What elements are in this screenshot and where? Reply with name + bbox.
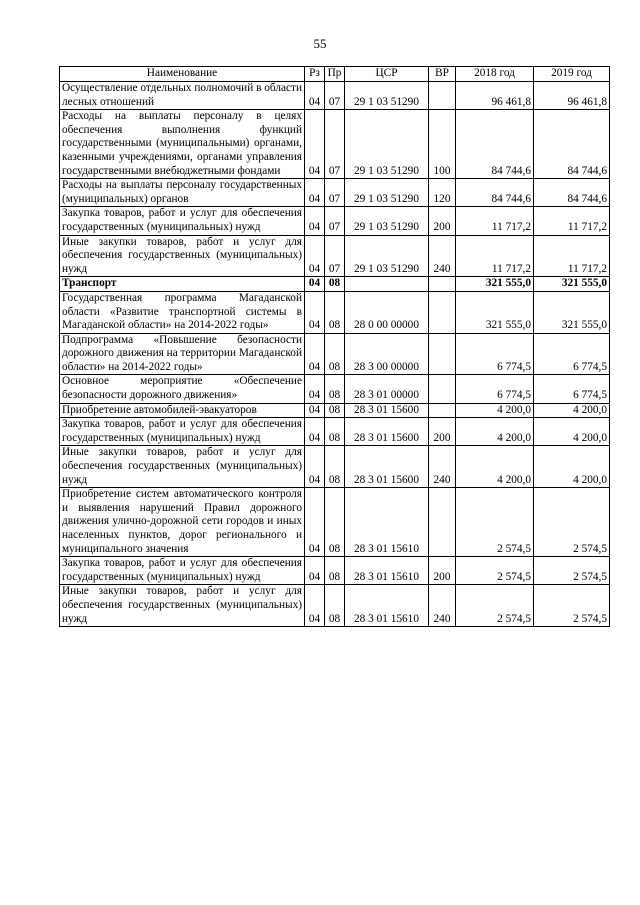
row-csr: 28 3 01 15610 (345, 557, 429, 585)
row-2019: 321 555,0 (534, 291, 610, 333)
row-2018: 11 717,2 (456, 235, 534, 277)
row-2019: 84 744,6 (534, 179, 610, 207)
row-rz: 04 (305, 418, 325, 446)
row-csr (345, 277, 429, 292)
header-rz: Рз (305, 67, 325, 82)
row-rz: 04 (305, 179, 325, 207)
row-2018: 96 461,8 (456, 82, 534, 110)
table-row (60, 235, 610, 277)
row-2018: 84 744,6 (456, 179, 534, 207)
row-2019: 2 574,5 (534, 585, 610, 627)
row-pr: 07 (325, 110, 345, 179)
table-row (60, 82, 610, 110)
table-row (60, 403, 610, 418)
row-2019: 84 744,6 (534, 110, 610, 179)
table-row (60, 333, 610, 375)
row-pr: 07 (325, 179, 345, 207)
row-2019: 321 555,0 (534, 277, 610, 292)
row-vr (429, 333, 456, 375)
row-pr: 07 (325, 82, 345, 110)
row-csr: 29 1 03 51290 (345, 82, 429, 110)
row-vr: 200 (429, 557, 456, 585)
row-2019: 2 574,5 (534, 488, 610, 557)
row-rz: 04 (305, 375, 325, 403)
table-body (60, 82, 610, 627)
row-name: Иные закупки товаров, работ и услуг для обеспечения государственных (муниципальных) нужд (60, 446, 305, 488)
table-row (60, 488, 610, 557)
row-csr: 29 1 03 51290 (345, 110, 429, 179)
row-name: Иные закупки товаров, работ и услуг для обеспечения государственных (муниципальных) нужд (60, 585, 305, 627)
row-pr: 07 (325, 207, 345, 235)
row-vr (429, 375, 456, 403)
row-csr: 28 3 01 00000 (345, 375, 429, 403)
row-vr (429, 291, 456, 333)
row-csr: 28 3 01 15600 (345, 403, 429, 418)
row-name: Основное мероприятие «Обеспечение безопасности дорожного движения» (60, 375, 305, 403)
table-row (60, 207, 610, 235)
row-2019: 96 461,8 (534, 82, 610, 110)
budget-table (59, 66, 610, 627)
row-2018: 321 555,0 (456, 277, 534, 292)
row-rz: 04 (305, 291, 325, 333)
row-pr: 08 (325, 333, 345, 375)
header-2019: 2019 год (534, 67, 610, 82)
row-pr: 08 (325, 277, 345, 292)
row-2019: 4 200,0 (534, 418, 610, 446)
row-pr: 07 (325, 235, 345, 277)
row-2019: 4 200,0 (534, 446, 610, 488)
table-row (60, 375, 610, 403)
table-row (60, 291, 610, 333)
header-pr: Пр (325, 67, 345, 82)
row-vr: 240 (429, 235, 456, 277)
header-vr: ВР (429, 67, 456, 82)
row-pr: 08 (325, 403, 345, 418)
row-csr: 29 1 03 51290 (345, 207, 429, 235)
row-vr: 200 (429, 207, 456, 235)
row-name: Государственная программа Магаданской области «Развитие транспортной системы в Магаданской области» на 2014-2022 годы» (60, 291, 305, 333)
row-vr (429, 403, 456, 418)
row-rz: 04 (305, 110, 325, 179)
header-name: Наименование (60, 67, 305, 82)
row-pr: 08 (325, 446, 345, 488)
row-rz: 04 (305, 488, 325, 557)
row-name: Закупка товаров, работ и услуг для обеспечения государственных (муниципальных) нужд (60, 418, 305, 446)
row-csr: 28 0 00 00000 (345, 291, 429, 333)
row-name: Осуществление отдельных полномочий в области лесных отношений (60, 82, 305, 110)
row-rz: 04 (305, 277, 325, 292)
row-pr: 08 (325, 291, 345, 333)
row-vr: 100 (429, 110, 456, 179)
row-2019: 11 717,2 (534, 235, 610, 277)
table-row (60, 110, 610, 179)
row-2018: 84 744,6 (456, 110, 534, 179)
table-row (60, 585, 610, 627)
row-name: Приобретение автомобилей-эвакуаторов (60, 403, 305, 418)
row-2018: 2 574,5 (456, 585, 534, 627)
table-row (60, 277, 610, 292)
row-2018: 6 774,5 (456, 333, 534, 375)
table-header-row (60, 67, 610, 82)
row-2018: 4 200,0 (456, 403, 534, 418)
row-rz: 04 (305, 557, 325, 585)
row-csr: 29 1 03 51290 (345, 179, 429, 207)
table-row (60, 179, 610, 207)
row-vr (429, 488, 456, 557)
row-2018: 2 574,5 (456, 557, 534, 585)
row-name: Иные закупки товаров, работ и услуг для обеспечения государственных (муниципальных) нужд (60, 235, 305, 277)
row-2018: 2 574,5 (456, 488, 534, 557)
row-2018: 6 774,5 (456, 375, 534, 403)
header-csr: ЦСР (345, 67, 429, 82)
row-vr (429, 82, 456, 110)
row-vr: 240 (429, 585, 456, 627)
row-name: Транспорт (60, 277, 305, 292)
row-name: Приобретение систем автоматического контроля и выявления нарушений Правил дорожного движения улично-дорожной сети городов и иных населенных пунктов, дорог регионального и муниципального значения (60, 488, 305, 557)
row-2019: 6 774,5 (534, 375, 610, 403)
row-rz: 04 (305, 207, 325, 235)
header-2018: 2018 год (456, 67, 534, 82)
row-rz: 04 (305, 82, 325, 110)
row-pr: 08 (325, 488, 345, 557)
row-rz: 04 (305, 333, 325, 375)
row-csr: 28 3 01 15610 (345, 488, 429, 557)
row-rz: 04 (305, 585, 325, 627)
table-row (60, 446, 610, 488)
row-pr: 08 (325, 418, 345, 446)
row-vr: 120 (429, 179, 456, 207)
row-name: Закупка товаров, работ и услуг для обеспечения государственных (муниципальных) нужд (60, 557, 305, 585)
row-2019: 11 717,2 (534, 207, 610, 235)
row-2019: 2 574,5 (534, 557, 610, 585)
row-name: Подпрограмма «Повышение безопасности дорожного движения на территории Магаданской области» на 2014-2022 годы» (60, 333, 305, 375)
row-2018: 11 717,2 (456, 207, 534, 235)
row-csr: 29 1 03 51290 (345, 235, 429, 277)
row-rz: 04 (305, 403, 325, 418)
row-name: Расходы на выплаты персоналу в целях обеспечения выполнения функций государственными (муниципальными) органами, казенными учреждениями, органами управления государственными внебюджетными фондами (60, 110, 305, 179)
row-vr: 200 (429, 418, 456, 446)
row-rz: 04 (305, 446, 325, 488)
row-2018: 321 555,0 (456, 291, 534, 333)
row-vr: 240 (429, 446, 456, 488)
page-number: 55 (313, 36, 327, 51)
row-vr (429, 277, 456, 292)
row-name: Закупка товаров, работ и услуг для обеспечения государственных (муниципальных) нужд (60, 207, 305, 235)
row-pr: 08 (325, 375, 345, 403)
row-csr: 28 3 01 15600 (345, 418, 429, 446)
table-row (60, 418, 610, 446)
row-pr: 08 (325, 557, 345, 585)
row-csr: 28 3 01 15600 (345, 446, 429, 488)
row-2019: 4 200,0 (534, 403, 610, 418)
row-pr: 08 (325, 585, 345, 627)
row-2019: 6 774,5 (534, 333, 610, 375)
row-2018: 4 200,0 (456, 418, 534, 446)
table-row (60, 557, 610, 585)
row-csr: 28 3 00 00000 (345, 333, 429, 375)
row-rz: 04 (305, 235, 325, 277)
row-csr: 28 3 01 15610 (345, 585, 429, 627)
row-2018: 4 200,0 (456, 446, 534, 488)
row-name: Расходы на выплаты персоналу государственных (муниципальных) органов (60, 179, 305, 207)
